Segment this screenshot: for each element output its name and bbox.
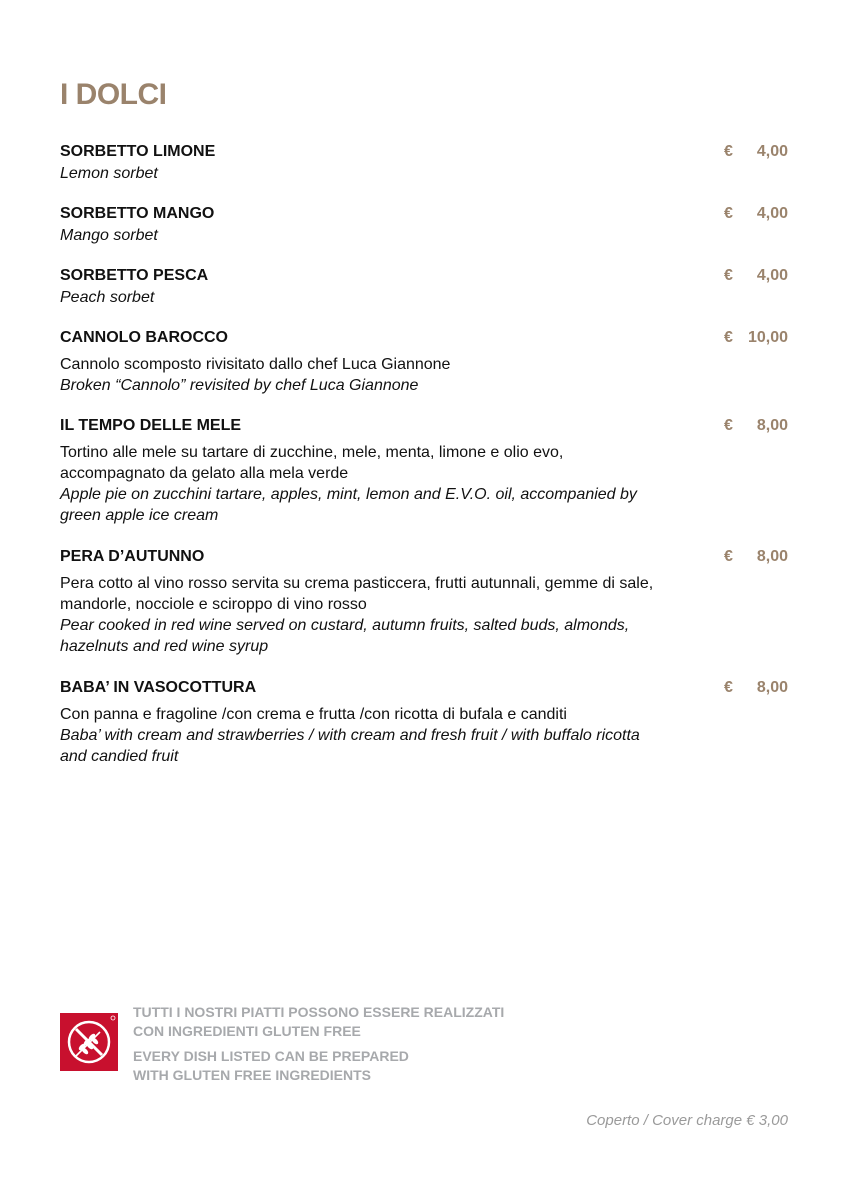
item-price (724, 547, 788, 567)
item-description-en: Pear cooked in red wine served on custard, autumn fruits, salted buds, almonds, hazelnuts and red wine syrup (60, 617, 630, 655)
item-description-en: Baba’ with cream and strawberries / with cream and fresh fruit / with buffalo ricotta and candied fruit (60, 727, 640, 765)
item-description-it: Con panna e fragoline /con crema e frutta /con ricotta di bufala e canditi (60, 706, 567, 723)
currency-symbol: € (724, 329, 733, 346)
currency-symbol: € (724, 417, 733, 434)
item-name: SORBETTO LIMONE (60, 143, 216, 160)
menu-item (60, 678, 790, 788)
price-amount: 4,00 (756, 205, 788, 222)
item-name: CANNOLO BAROCCO (60, 329, 228, 346)
menu-item (60, 204, 790, 266)
item-name: SORBETTO PESCA (60, 267, 209, 284)
price-amount: 8,00 (756, 548, 788, 565)
currency-symbol: € (724, 548, 733, 565)
gluten-free-note-en-line1: EVERY DISH LISTED CAN BE PREPARED (133, 1048, 409, 1064)
item-description-en: Lemon sorbet (60, 165, 158, 182)
gluten-free-note-en-line2: WITH GLUTEN FREE INGREDIENTS (133, 1067, 371, 1083)
item-name: PERA D’AUTUNNO (60, 548, 205, 565)
menu-item (60, 142, 790, 204)
menu-item (60, 416, 790, 547)
currency-symbol: € (724, 267, 733, 284)
item-price (724, 678, 788, 698)
menu-list (60, 142, 790, 788)
item-price (724, 416, 788, 436)
item-description-it: Tortino alle mele su tartare di zucchine, mele, menta, limone e olio evo, accompagnato da gelato alla mela verde (60, 444, 564, 482)
item-description-en: Mango sorbet (60, 227, 158, 244)
item-price (724, 204, 788, 224)
currency-symbol: € (724, 679, 733, 696)
page-title: I DOLCI (60, 78, 167, 111)
item-name: BABA’ IN VASOCOTTURA (60, 679, 257, 696)
item-price (724, 266, 788, 286)
menu-item (60, 547, 790, 678)
price-amount: 4,00 (756, 143, 788, 160)
item-price (724, 142, 788, 162)
item-description-en: Apple pie on zucchini tartare, apples, mint, lemon and E.V.O. oil, accompanied by green apple ice cream (60, 486, 637, 524)
item-description-it: Pera cotto al vino rosso servita su crema pasticcera, frutti autunnali, gemme di sale, mandorle, nocciole e sciroppo di vino rosso (60, 575, 654, 613)
menu-item (60, 266, 790, 328)
gluten-free-note-it-line1: TUTTI I NOSTRI PIATTI POSSONO ESSERE REALIZZATI (133, 1004, 505, 1020)
item-price (724, 328, 788, 348)
currency-symbol: € (724, 143, 733, 160)
item-description-it: Cannolo scomposto rivisitato dallo chef Luca Giannone (60, 356, 451, 373)
item-name: SORBETTO MANGO (60, 205, 215, 222)
price-amount: 10,00 (747, 329, 788, 346)
price-amount: 8,00 (756, 417, 788, 434)
price-amount: 8,00 (756, 679, 788, 696)
price-amount: 4,00 (756, 267, 788, 284)
cover-charge: Coperto / Cover charge € 3,00 (586, 1112, 788, 1129)
gluten-free-icon (60, 1013, 118, 1071)
menu-item (60, 328, 790, 416)
item-name: IL TEMPO DELLE MELE (60, 417, 242, 434)
item-description-en: Broken “Cannolo” revisited by chef Luca Giannone (60, 377, 419, 394)
gluten-free-note (133, 1003, 504, 1085)
item-description-en: Peach sorbet (60, 289, 155, 306)
gluten-free-note-it-line2: CON INGREDIENTI GLUTEN FREE (133, 1023, 361, 1039)
currency-symbol: € (724, 205, 733, 222)
